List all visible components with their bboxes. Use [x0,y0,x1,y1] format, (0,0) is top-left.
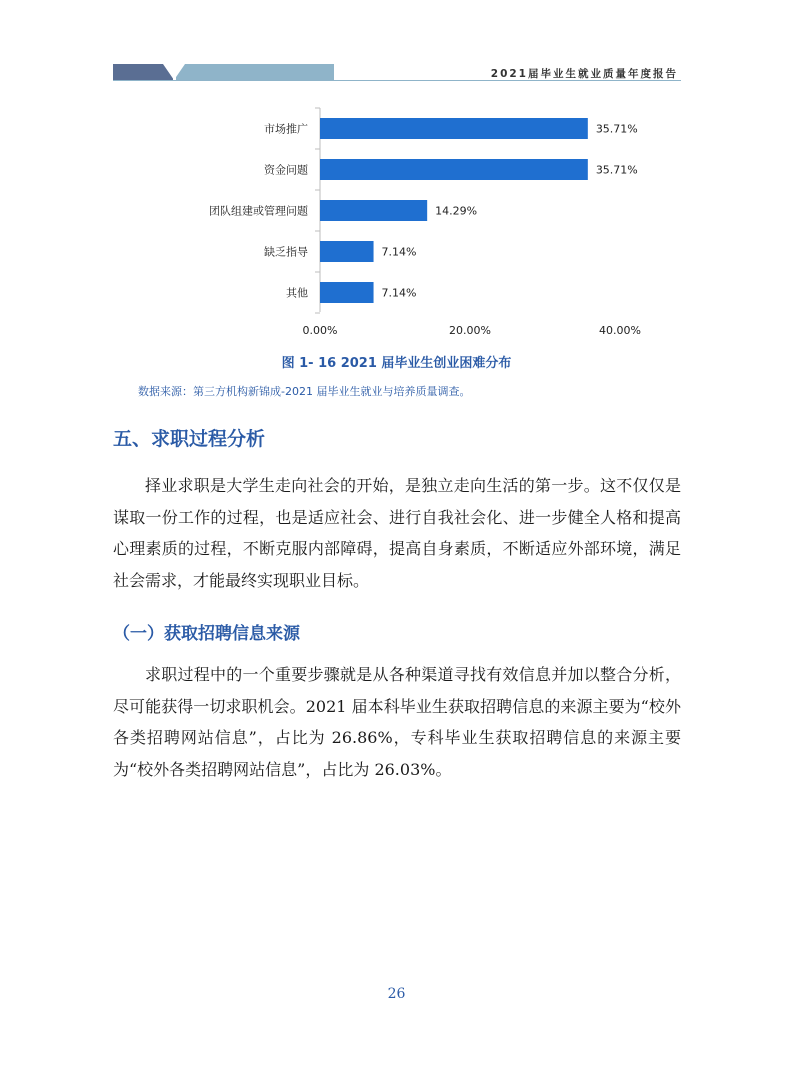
category-label: 其他 [286,286,308,300]
bar [320,118,588,139]
paragraph-recruit-info: 求职过程中的一个重要步骤就是从各种渠道寻找有效信息并加以整合分析，尽可能获得一切求职机会。2021 届本科毕业生获取招聘信息的来源主要为“校外各类招聘网站信息”，占比为 26.86%，专科毕业生获取招聘信息的来源主要为“校外各类招聘网站信息”，占比为 26.03%。 [113,665,681,779]
page-number: 26 [387,986,406,1002]
bars-group [209,108,638,313]
bar [320,282,374,303]
category-label: 缺乏指导 [264,245,308,259]
figure-caption: 图 1- 16 2021 届毕业生创业困难分布 [281,356,512,371]
figure-source: 数据来源：第三方机构新锦成-2021 届毕业生就业与培养质量调查。 [138,385,471,398]
category-label: 市场推广 [264,122,308,136]
x-tick-label: 20.00% [449,324,491,337]
bar [320,159,588,180]
value-label: 14.29% [435,204,478,218]
value-label: 7.14% [381,245,417,259]
paragraph-job-search: 择业求职是大学生走向社会的开始，是独立走向生活的第一步。这不仅仅是谋取一份工作的过程，也是适应社会、进行自我社会化、进一步健全人格和提高心理素质的过程，不断克服内部障碍，提高自身素质，不断适应外部环境，满足社会需求，才能最终实现职业目标。 [113,476,681,590]
x-tick-label: 0.00% [302,324,338,337]
value-label: 35.71% [595,163,638,177]
report-title: 2021届毕业生就业质量年度报告 [490,68,678,80]
bar [320,241,374,262]
ticks-group [303,324,641,337]
section-heading: 五、求职过程分析 [113,428,266,450]
bar [320,200,427,221]
subsection-heading: （一）获取招聘信息来源 [113,624,300,644]
category-label: 资金问题 [264,163,308,177]
difficulty-bar-chart [0,0,793,345]
category-label: 团队组建或管理问题 [209,204,308,218]
value-label: 7.14% [381,286,417,300]
x-tick-label: 40.00% [599,324,641,337]
value-label: 35.71% [595,122,638,136]
